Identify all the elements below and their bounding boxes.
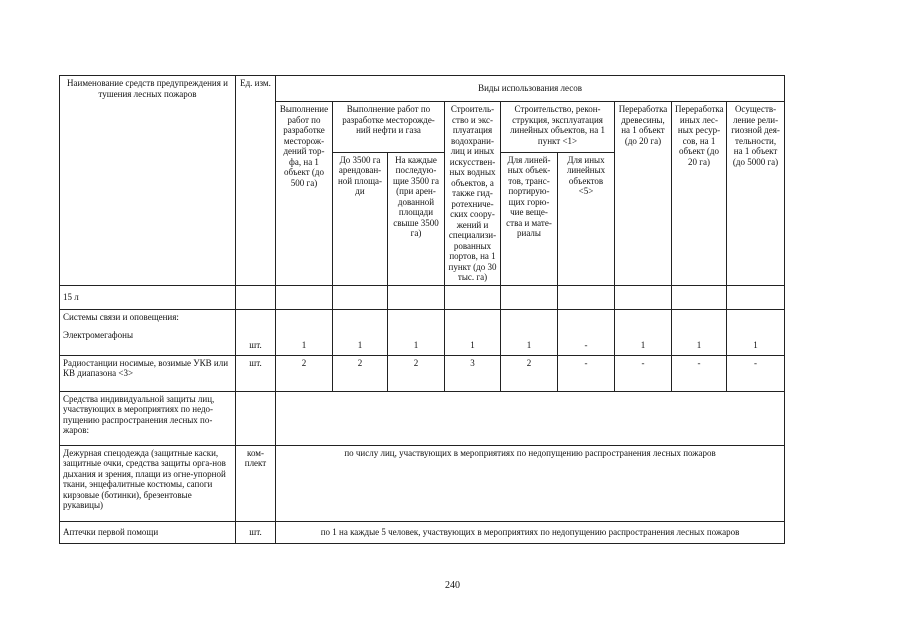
header-religious: Осуществ-ление рели-гиозной дея-тельности, на 1 объект (до 5000 га) <box>727 102 785 286</box>
header-peat: Выполнение работ по разработке месторож-дений тор-фа, на 1 объект (до 500 га) <box>276 102 333 286</box>
fire-equipment-table <box>59 75 785 544</box>
comms-section-title: Системы связи и оповещения: <box>63 311 179 322</box>
header-unit-column: Ед. изм. <box>236 76 276 286</box>
megaphones-value: 1 <box>615 309 672 355</box>
header-oil-gas-up-to-3500: До 3500 га арендован-ной площа-ди <box>333 152 388 285</box>
radios-value: 3 <box>445 355 501 391</box>
firstaid-unit: шт. <box>236 521 276 543</box>
megaphones-value: 1 <box>388 309 445 355</box>
header-reservoirs: Строитель-ство и экс-плуатация водохрани-лиц и иных искусствен-ных водных объектов, а также гид-ротехниче-ских соору-жений и специализи-рованных портов, на 1 пункт (до 30 тыс. га) <box>445 102 501 286</box>
comms-row-name <box>60 309 236 355</box>
radios-value: - <box>558 355 615 391</box>
ppe-section-title: Средства индивидуальной защиты лиц, участвующих в мероприятиях по недо-пущению распространения лесных по-жаров: <box>60 391 236 445</box>
megaphones-value: 1 <box>445 309 501 355</box>
header-uses-of-forests: Виды использования лесов <box>276 76 785 102</box>
radios-value: 2 <box>333 355 388 391</box>
header-name-column: Наименование средств предупреждения и тушения лесных пожаров <box>60 76 236 286</box>
workwear-unit: ком-плект <box>236 445 276 521</box>
radios-name: Радиостанции носимые, возимые УКВ или КВ диапазона <3> <box>60 355 236 391</box>
firstaid-name: Аптечки первой помощи <box>60 521 236 543</box>
megaphones-value: - <box>558 309 615 355</box>
workwear-name: Дежурная спецодежда (защитные каски, защитные очки, средства защиты орга-нов дыхания и зрения, плащи из огне-упорной ткани, энцефалитные костюмы, сапоги кирзовые (ботинки), брезентовые рукавицы) <box>60 445 236 521</box>
header-linear-objects: Строительство, рекон-струкция, эксплуатация линейных объектов, на 1 пункт <1> <box>501 102 615 153</box>
radios-unit: шт. <box>236 355 276 391</box>
page-number: 240 <box>445 580 460 591</box>
header-linear-other: Для иных линейных объектов <5> <box>558 152 615 285</box>
header-linear-flammable: Для линей-ных объек-тов, транс-портирую-щих горю-чие веще-ства и мате-риалы <box>501 152 558 285</box>
radios-value: 2 <box>388 355 445 391</box>
megaphones-value: 1 <box>672 309 727 355</box>
megaphones-unit: шт. <box>236 309 276 355</box>
row-15l-label: 15 л <box>60 285 236 309</box>
firstaid-quantity-note: по 1 на каждые 5 человек, участвующих в мероприятиях по недопущению распространения лесных пожаров <box>276 521 785 543</box>
megaphones-name: Электромегафоны <box>63 330 134 340</box>
radios-value: - <box>615 355 672 391</box>
megaphones-value: 1 <box>276 309 333 355</box>
radios-value: - <box>672 355 727 391</box>
megaphones-value: 1 <box>501 309 558 355</box>
header-oil-gas: Выполнение работ по разработке месторожде-ний нефти и газа <box>333 102 445 153</box>
radios-value: 2 <box>276 355 333 391</box>
header-other-resources: Переработка иных лес-ных ресур-сов, на 1 объект (до 20 га) <box>672 102 727 286</box>
header-wood-processing: Переработка древесины, на 1 объект (до 20 га) <box>615 102 672 286</box>
radios-value: 2 <box>501 355 558 391</box>
workwear-quantity-note: по числу лиц, участвующих в мероприятиях по недопущению распространения лесных пожаров <box>276 445 785 521</box>
radios-value: - <box>727 355 785 391</box>
megaphones-value: 1 <box>333 309 388 355</box>
megaphones-value: 1 <box>727 309 785 355</box>
header-oil-gas-each-3500: На каждые последую-щие 3500 га (при арен-дованной площади свыше 3500 га) <box>388 152 445 285</box>
